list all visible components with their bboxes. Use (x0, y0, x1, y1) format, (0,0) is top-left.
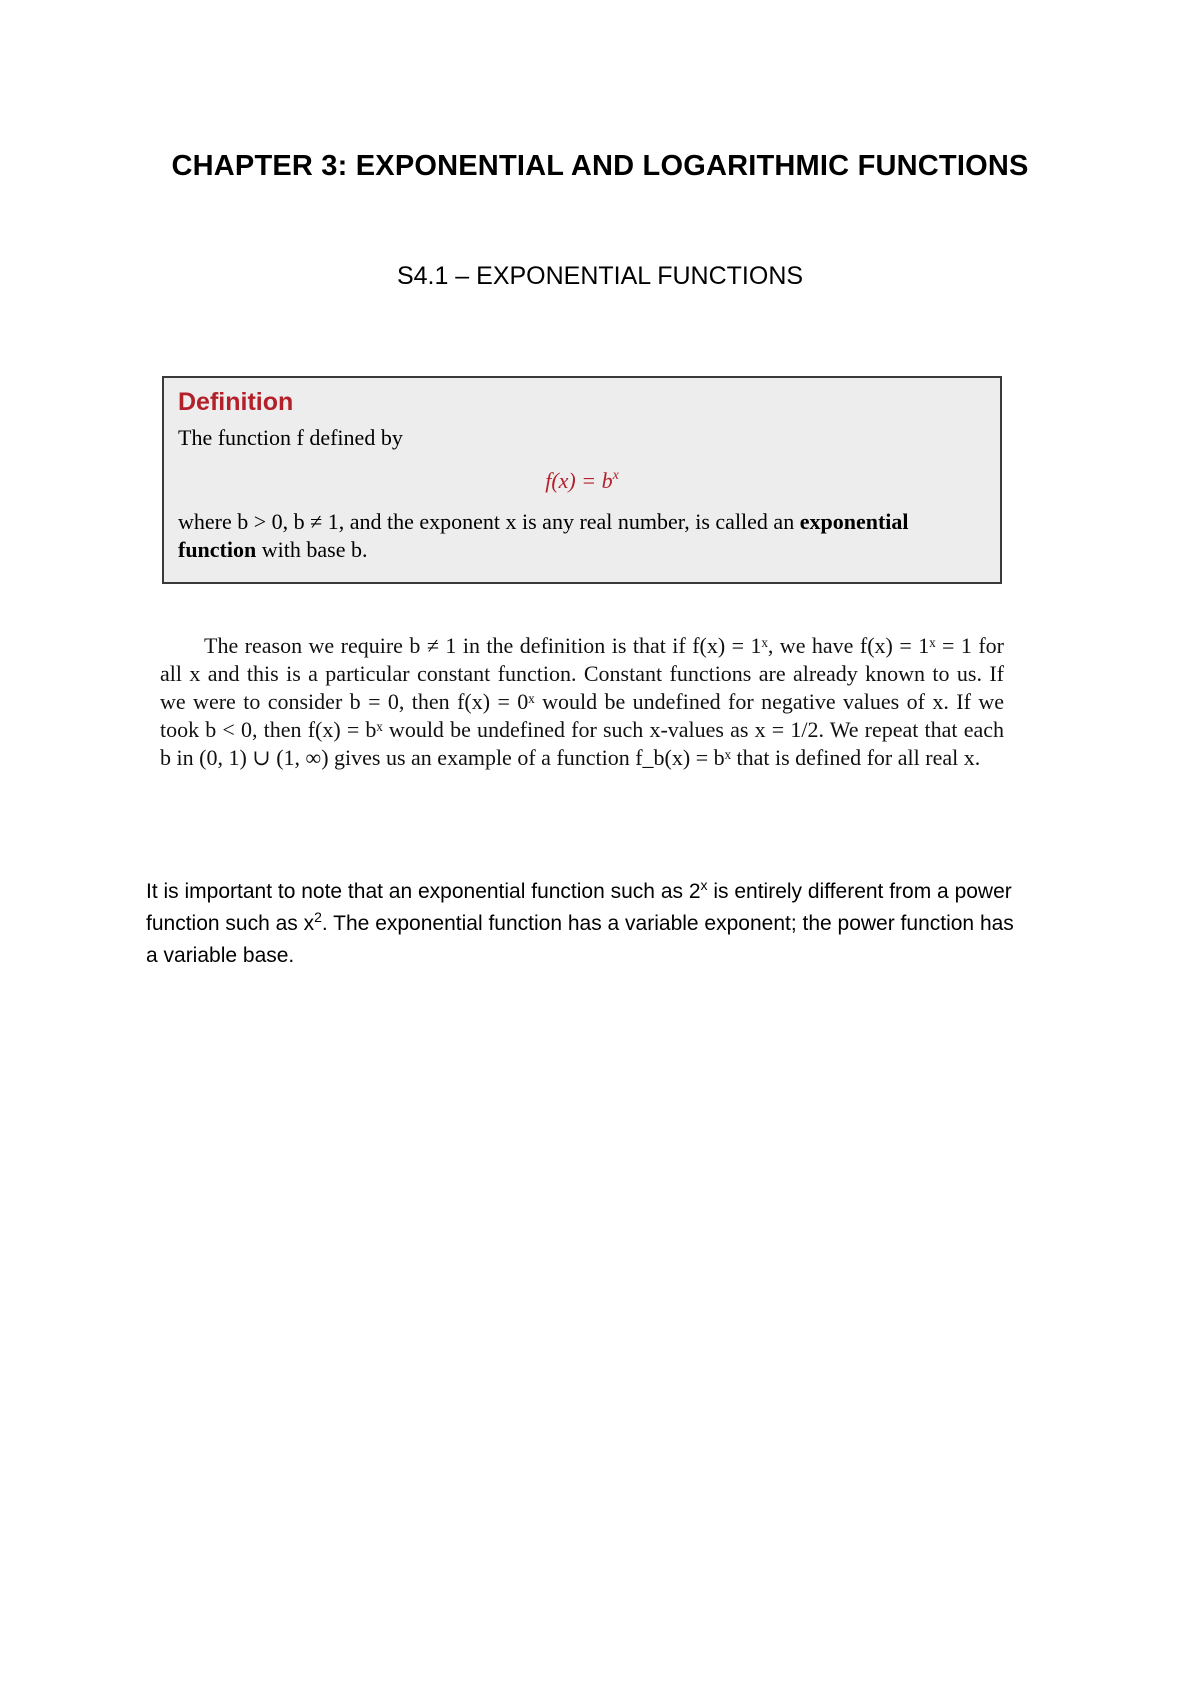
note-paragraph-block (146, 876, 1026, 972)
reason-paragraph-block (160, 632, 1004, 772)
note-part1: It is important to note that an exponential function such as 2 (146, 880, 701, 903)
definition-formula (164, 462, 1000, 495)
chapter-title: CHAPTER 3: EXPONENTIAL AND LOGARITHMIC FUNCTIONS (171, 150, 1029, 182)
note-paragraph (146, 876, 1026, 972)
note-part3: . The exponential function has a variable exponent; the power function has a variable base. (146, 912, 1014, 967)
reason-paragraph: The reason we require b ≠ 1 in the definition is that if f(x) = 1ˣ, we have f(x) = 1ˣ = 1 for all x and this is a particular constant function. Constant functions are already known to us. If we were to consider b = 0, then f(x) = 0ˣ would be undefined for negative values of x. If we took b < 0, then f(x) = bˣ would be undefined for such x-values as x = 1/2. We repeat that each b in (0, 1) ∪ (1, ∞) gives us an example of a function f_b(x) = bˣ that is defined for all real x. (160, 633, 1004, 770)
formula-exponent: x (612, 468, 619, 483)
note-exponent-2: 2 (314, 909, 322, 925)
definition-text-part2: with base b. (256, 537, 368, 562)
definition-text (178, 508, 990, 564)
definition-box (162, 376, 1002, 584)
definition-heading: Definition (178, 388, 294, 416)
definition-bold-function: function (178, 537, 257, 562)
note-part2: is entirely different from a power function such as x (146, 880, 1012, 935)
formula-base: f(x) = b (545, 468, 613, 493)
definition-text-part1: where b > 0, b ≠ 1, and the exponent x is any real number, is called an (178, 509, 800, 534)
note-exponent-x: x (700, 877, 708, 893)
section-title: S4.1 – EXPONENTIAL FUNCTIONS (396, 262, 804, 290)
definition-intro: The function f defined by (178, 425, 403, 450)
definition-bold-exponential: exponential (799, 509, 909, 534)
